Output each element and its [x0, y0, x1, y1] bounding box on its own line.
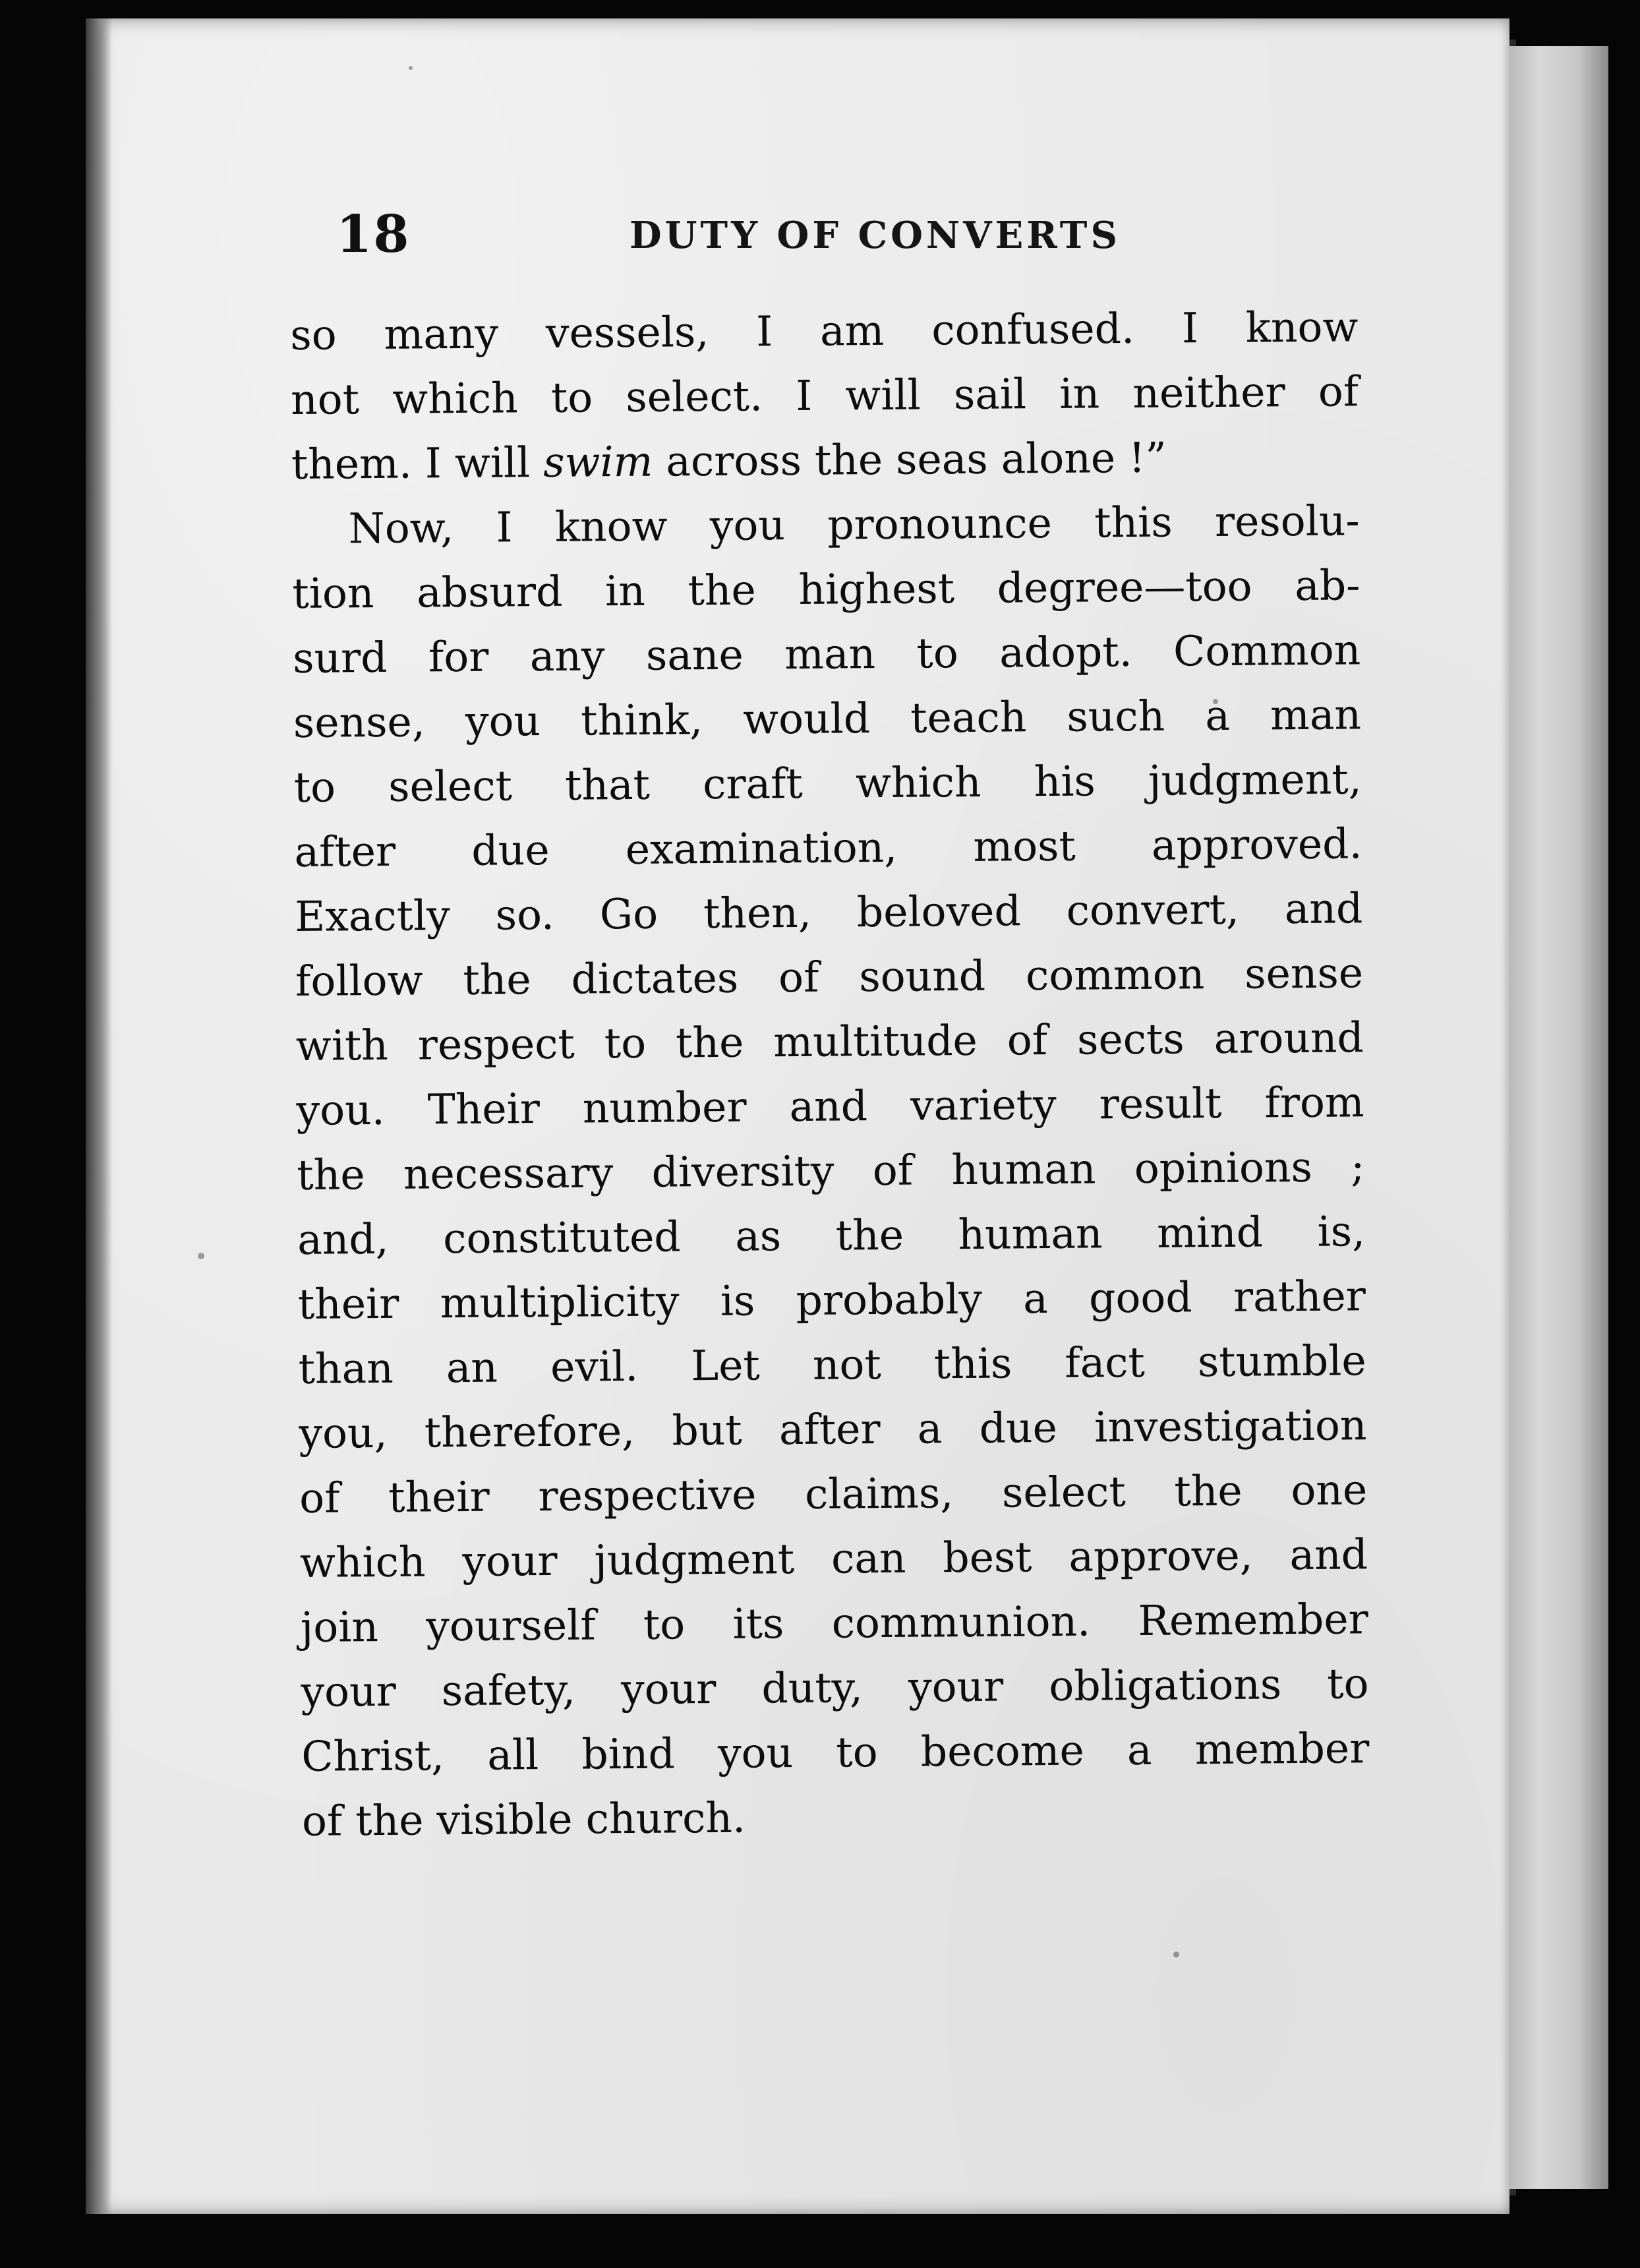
dust-speck [1173, 1952, 1179, 1957]
text-line: than an evil. Let not this fact stumble [298, 1336, 1366, 1393]
page-header [336, 204, 1364, 264]
text-line: you. Their number and variety result from [296, 1078, 1364, 1135]
text-line: surd for any sane man to adopt. Common [292, 626, 1361, 682]
text-fragment: across the seas alone !” [653, 433, 1167, 486]
dust-speck [409, 66, 413, 70]
page-number: 18 [336, 204, 411, 264]
text-fragment: them. I will [291, 438, 544, 489]
text-line: after due examination, most approved. [294, 820, 1362, 876]
page-binding-shadow [86, 18, 112, 2214]
text-line: not which to select. I will sail in neither of [290, 367, 1359, 424]
italic-word: swim [542, 437, 653, 487]
text-line: their multiplicity is probably a good rather [297, 1272, 1366, 1328]
text-line: and, constituted as the human mind is, [297, 1207, 1366, 1264]
text-line: of the visible church. [301, 1793, 746, 1845]
text-line: with respect to the multitude of sects around [295, 1013, 1364, 1070]
text-line: sense, you think, would teach such a man [293, 690, 1362, 747]
body-text [290, 295, 1370, 1854]
text-line: of their respective claims, select the one [299, 1466, 1368, 1522]
text-line: follow the dictates of sound common sense [295, 949, 1364, 1005]
text-line: Now, I know you pronounce this resolu- [348, 496, 1360, 553]
text-line: tion absurd in the highest degree—too ab- [292, 561, 1361, 618]
text-line: the necessary diversity of human opinions ; [297, 1143, 1365, 1199]
text-line: Christ, all bind you to become a member [301, 1724, 1370, 1781]
dust-speck [1213, 699, 1218, 704]
next-page-edge [1509, 46, 1608, 2189]
text-line: join yourself to its communion. Remember [300, 1595, 1369, 1652]
dust-speck [198, 1253, 204, 1259]
text-line: Exactly so. Go then, beloved convert, and [295, 884, 1363, 941]
text-line: which your judgment can best approve, and [299, 1530, 1368, 1587]
text-line: your safety, your duty, your obligations to [301, 1659, 1369, 1716]
text-line: you, therefore, but after a due investigation [299, 1401, 1367, 1458]
text-line: to select that craft which his judgment, [293, 755, 1362, 812]
running-head: DUTY OF CONVERTS [630, 214, 1121, 257]
text-line [291, 424, 1360, 497]
text-line: so many vessels, I am confused. I know [290, 303, 1359, 359]
